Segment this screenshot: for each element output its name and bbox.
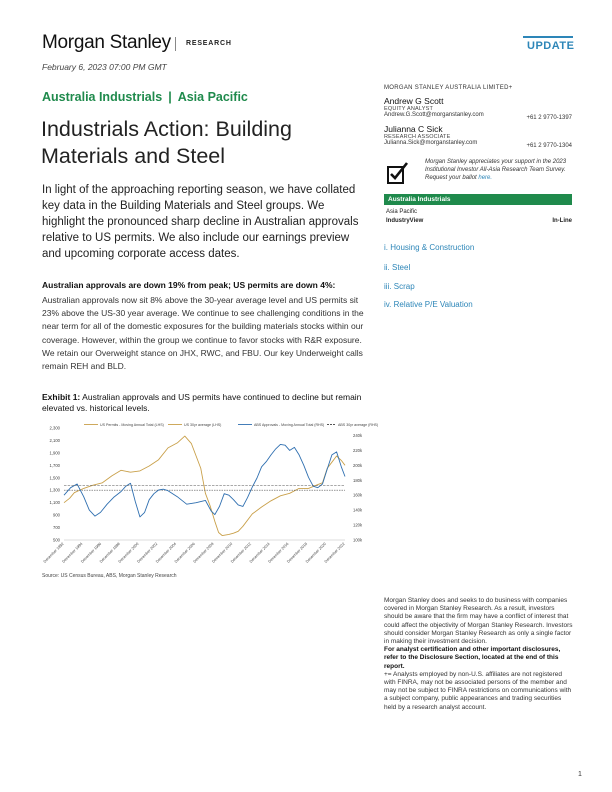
y-right-tick-label: 140k [353,507,363,513]
x-tick-label: December 2016 [267,541,290,564]
y-right-tick-label: 120k [353,522,363,528]
y-left-tick-label: 700 [53,525,60,531]
y-right-tick-label: 240k [353,432,363,438]
page-title: Industrials Action: Building Materials and Steel [41,117,292,168]
disclaimer-text: Morgan Stanley does and seeks to do business with companies covered in Morgan Stanley Research. As a result, investors should be aware that the firm may have a conflict of interest that could affect the objectivity of Morgan Stanley Research. Investors should consider Morgan Stanley Research as only a single factor in making their investment decision. [384,597,573,646]
x-tick-label: December 1992 [42,541,65,564]
brand-divider [175,37,176,51]
y-right-tick-label: 180k [353,477,363,483]
survey-text: Morgan Stanley appreciates your support in the 2023 Institutional Investor All-Asia Research Team Survey. Request your ballot [425,159,567,181]
industry-view-label: IndustryView [386,218,424,224]
analyst-role: EQUITY ANALYST [384,106,434,112]
y-left-tick-label: 2,300 [49,425,60,431]
x-tick-label: December 2004 [155,541,178,564]
x-tick-label: December 2012 [230,541,253,564]
survey-note [425,158,573,182]
analyst-phone: +61 2 9770-1304 [526,143,572,149]
analyst-card [384,96,572,122]
ballot-link[interactable]: here. [478,175,493,181]
analyst-role: RESEARCH ASSOCIATE [384,134,451,140]
page-number: 1 [578,771,582,778]
exhibit-label: Exhibit 1: [42,392,81,402]
series-line [64,436,345,535]
x-tick-label: December 2000 [117,541,140,564]
x-tick-label: December 1996 [80,541,103,564]
toc-housing[interactable]: i. Housing & Construction [384,243,475,252]
industry-region: Asia Pacific [386,209,418,215]
x-tick-label: December 2022 [323,541,346,564]
y-left-tick-label: 1,500 [49,475,60,481]
finra-note: += Analysts employed by non-U.S. affiliates are not registered with FINRA, may not be associated persons of the member and may not be subject to FINRA restrictions on communications with a subject company, public appearances and trading securities held by a research analyst account. [384,670,572,711]
x-tick-label: December 2018 [286,541,309,564]
x-tick-label: December 2014 [248,541,271,564]
x-tick-label: December 1998 [98,541,121,564]
legend-label: ABS Approvals - Moving Annual Total (RHS) [254,423,325,427]
y-left-tick-label: 1,700 [49,462,60,468]
analyst-phone: +61 2 9770-1397 [526,115,572,121]
legend-label: US Permits - Moving Annual Total (LHS) [100,423,164,427]
lead-paragraph: Australian approvals now sit 8% above the 30-year average level and US permits sit 23% above the US-30 year average. We continue to see challenging conditions in the near term for all of the domestic exposures for the building materials stocks within our coverage. However, within the group we continue to favor stocks with R&R exposure. We retain our Overweight stance on JHX, RWC, and FBU. Our key Underweight calls remain REH and BLD. [42,295,364,372]
exhibit-source: Source: US Census Bureau, ABS, Morgan Stanley Research [42,573,177,579]
legend-label: ABS 30yr average (RHS) [338,423,379,427]
exhibit-text: Australian approvals and US permits have continued to decline but remain elevated vs. historical levels. [42,392,362,413]
disclosure-link[interactable]: For analyst certification and other important disclosures, refer to the Disclosure Section, located at the end of this report. [384,646,561,670]
x-tick-label: December 2006 [173,541,196,564]
y-right-tick-label: 200k [353,462,363,468]
analyst-email[interactable]: Julianna.Sick@morganstanley.com [384,140,478,146]
y-right-tick-label: 160k [353,492,363,498]
y-left-tick-label: 1,100 [49,500,60,506]
industry-label: Australia Industrials [388,196,451,203]
sector-link[interactable]: Australia Industrials [42,90,163,104]
analyst-name: Andrew G Scott [384,96,444,106]
legend-label: US 30yr average (LHS) [184,423,222,427]
analyst-card [384,124,572,150]
exhibit-caption [42,392,362,414]
toc-relative-pe[interactable]: iv. Relative P/E Valuation [384,300,473,309]
update-badge: UPDATE [527,40,575,52]
y-left-tick-label: 1,300 [49,487,60,493]
y-right-tick-label: 220k [353,447,363,453]
y-left-tick-label: 500 [53,537,60,543]
analyst-email[interactable]: Andrew.G.Scott@morganstanley.com [384,112,484,118]
analyst-name: Julianna C Sick [384,124,443,134]
x-tick-label: December 2020 [305,541,327,564]
y-left-tick-label: 1,900 [49,450,60,456]
topic-separator: | [168,90,172,104]
badge-rule [523,36,573,38]
entity-name: MORGAN STANLEY AUSTRALIA LIMITED+ [384,85,513,91]
y-left-tick-label: 2,100 [49,437,60,443]
y-left-tick-label: 900 [53,512,60,518]
x-tick-label: December 1994 [61,541,84,564]
toc-scrap[interactable]: iii. Scrap [384,282,415,291]
publish-date: February 6, 2023 07:00 PM GMT [42,62,167,72]
lead-heading: Australian approvals are down 19% from peak; US permits are down 4%: [42,280,336,290]
approvals-permits-chart [42,416,379,571]
brand-logo: Morgan Stanley [42,32,171,53]
toc-steel[interactable]: ii. Steel [384,263,411,272]
region-link[interactable]: Asia Pacific [177,90,248,104]
ballot-check-icon [386,161,412,185]
x-tick-label: December 2002 [136,541,159,564]
topic-line [42,90,248,104]
disclaimer [384,597,574,712]
series-line [64,444,345,517]
x-tick-label: December 2010 [211,541,234,564]
y-right-tick-label: 100k [353,537,363,543]
x-tick-label: December 2008 [192,541,215,564]
industry-view-value: In-Line [552,218,572,224]
brand-subtitle: RESEARCH [186,40,232,47]
intro-paragraph: In light of the approaching reporting season, we have collated key data in the Building Materials and Steel groups. We highlight the pronounced sharp decline in Australian approvals relative to US permits. We also include our earnings preview and upcoming corporate access dates. [42,184,359,260]
